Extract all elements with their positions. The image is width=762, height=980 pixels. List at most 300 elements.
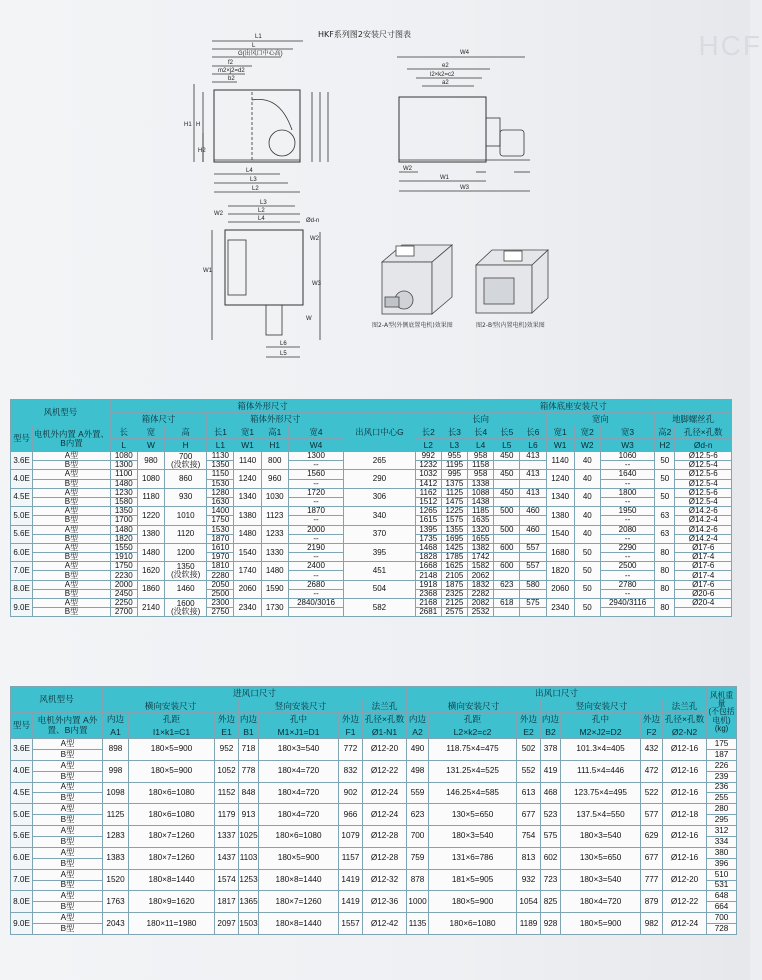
cell-H1: 1030: [261, 488, 288, 506]
cell-L2: 1615: [415, 516, 441, 525]
t1-s-H: H: [165, 439, 207, 452]
motor-type: A型: [33, 452, 111, 461]
cell-F2: 629: [641, 826, 663, 848]
cell-L2: 1468: [415, 543, 441, 552]
cell-H1: 1123: [261, 507, 288, 525]
cell-D1: 180×6=1080: [259, 826, 339, 848]
t1-h-holes: 孔径×孔数: [675, 426, 732, 439]
cell-B2: 575: [541, 826, 561, 848]
t2-h-inner3: 内边: [407, 713, 429, 726]
t2-h-pitch1: 孔距: [129, 713, 215, 726]
motor-type: B型: [33, 902, 103, 913]
t1-h-len6: 长6: [520, 426, 546, 439]
table-row: [11, 760, 737, 771]
cell-L3: 1195: [441, 461, 467, 470]
cell-L6: 580: [520, 580, 546, 589]
cell-D2: 180×3=540: [561, 869, 641, 891]
t2-h-vert-in: 竖向安装尺寸: [239, 700, 363, 713]
cell-B2: 419: [541, 760, 561, 782]
cell-H1: 1730: [261, 599, 288, 617]
cell-L3: 2325: [441, 589, 467, 598]
cell-H2: 80: [655, 599, 675, 617]
cell-G: 582: [344, 599, 415, 617]
cell-B2: 928: [541, 913, 561, 935]
cell-L1: 1810: [207, 562, 234, 571]
cell-H1: 1480: [261, 562, 288, 580]
cell-F2: 432: [641, 739, 663, 761]
t2-h-holes2: 孔中: [561, 713, 641, 726]
label-W1b: W1: [203, 268, 212, 274]
cell-H2: 63: [655, 525, 675, 543]
cell-B2: 825: [541, 891, 561, 913]
cell-L4: 958: [468, 452, 494, 461]
t2-s-F1: F1: [339, 726, 363, 739]
cell-weight-b: 728: [707, 924, 737, 935]
label-H2: H2: [198, 148, 206, 154]
t2-h-horiz-in: 横向安装尺寸: [103, 700, 239, 713]
model-number: 9.0E: [11, 599, 33, 617]
t1-header-outlet: 出风口中心G: [344, 413, 415, 452]
cell-W2: 40: [574, 452, 600, 470]
cell-L5: [494, 479, 520, 488]
cell-W3: 2500: [600, 562, 654, 571]
cell-A2: 700: [407, 826, 429, 848]
cell-W: 1380: [137, 525, 164, 543]
cell-N1: Ø12-28: [363, 847, 407, 869]
cell-C1: 180×5=900: [129, 760, 215, 782]
cell-W4: 1300: [288, 452, 343, 461]
cell-L5: [494, 608, 520, 617]
cell-W2: 40: [574, 488, 600, 506]
t1-h-wid: 宽: [137, 426, 164, 439]
label-a2: a2: [442, 80, 449, 86]
t1-h-wid1: 宽1: [234, 426, 261, 439]
cell-C1: 180×9=1620: [129, 891, 215, 913]
label-L2: L2: [252, 186, 259, 192]
cell-weight-a: 226: [707, 760, 737, 771]
cell-L5: 500: [494, 525, 520, 534]
cell-W3: 2080: [600, 525, 654, 534]
t1-body: [11, 452, 732, 617]
cell-F2: 777: [641, 869, 663, 891]
cell-L1: 2750: [207, 608, 234, 617]
cell-B2: 378: [541, 739, 561, 761]
cell-L: 2700: [110, 608, 137, 617]
cell-C1: 180×6=1080: [129, 804, 215, 826]
cell-N2: Ø12-24: [663, 913, 707, 935]
inlet-outlet-table: [10, 686, 737, 935]
motor-type: A型: [33, 470, 111, 479]
label-W1: W1: [440, 175, 449, 181]
label-W2b: W2: [214, 211, 223, 217]
cell-E2: 552: [517, 760, 541, 782]
t2-s-F2: F2: [641, 726, 663, 739]
t2-header-model: 风机型号: [11, 687, 103, 713]
label-l2: l2×k2=c2: [430, 72, 455, 78]
motor-type: B型: [33, 608, 111, 617]
cell-G: 504: [344, 580, 415, 598]
t1-header-box: 箱体外形尺寸: [110, 400, 415, 413]
cell-H1: 1233: [261, 525, 288, 543]
motor-type: A型: [33, 760, 103, 771]
cell-L3: 1575: [441, 516, 467, 525]
cell-A1: 1520: [103, 869, 129, 891]
cell-C1: 180×7=1260: [129, 847, 215, 869]
cell-B1: 848: [239, 782, 259, 804]
t2-body: [11, 739, 737, 935]
cell-W3: --: [600, 589, 654, 598]
cell-E1: 1179: [215, 804, 239, 826]
cell-F1: 1157: [339, 847, 363, 869]
cell-L3: 1355: [441, 525, 467, 534]
t2-s-A1: A1: [103, 726, 129, 739]
t1-s-L1: L1: [207, 439, 234, 452]
model-number: 4.0E: [11, 760, 33, 782]
cell-W1b: 1140: [546, 452, 574, 470]
cell-c2: 146.25×4=585: [429, 782, 517, 804]
motor-type: B型: [33, 749, 103, 760]
cell-L6: 413: [520, 470, 546, 479]
cell-L6: [520, 571, 546, 580]
cell-L2: 1918: [415, 580, 441, 589]
cell-L3: 1425: [441, 543, 467, 552]
motor-type: A型: [33, 525, 111, 534]
model-number: 3.6E: [11, 452, 33, 470]
model-number: 8.0E: [11, 580, 33, 598]
cell-L2: 1032: [415, 470, 441, 479]
cell-dn: Ø14.2-6: [675, 525, 732, 534]
t1-header-base: 箱体底座安装尺寸: [415, 400, 731, 413]
cell-B1: 1025: [239, 826, 259, 848]
cell-C1: 180×8=1440: [129, 869, 215, 891]
cell-W4: 1720: [288, 488, 343, 497]
motor-type: B型: [33, 461, 111, 470]
t1-h-wid1b: 宽1: [546, 426, 574, 439]
cell-L4: 1320: [468, 525, 494, 534]
cell-E1: 952: [215, 739, 239, 761]
cell-L1: 2500: [207, 589, 234, 598]
cell-N1: Ø12-28: [363, 826, 407, 848]
model-number: 5.0E: [11, 507, 33, 525]
t2-h-outer2: 外边: [339, 713, 363, 726]
cell-L3: 1625: [441, 562, 467, 571]
cell-dn: Ø12.5-6: [675, 488, 732, 497]
cell-B1: 1503: [239, 913, 259, 935]
cell-L4: 2082: [468, 599, 494, 608]
label-W3b: W3: [312, 281, 321, 287]
motor-type: A型: [33, 869, 103, 880]
model-number: 4.5E: [11, 782, 33, 804]
cell-W: 1480: [137, 543, 164, 561]
cell-L6: 460: [520, 525, 546, 534]
cell-N2: Ø12-20: [663, 869, 707, 891]
cell-E2: 502: [517, 739, 541, 761]
cell-W2: 50: [574, 543, 600, 561]
cell-L4: 1158: [468, 461, 494, 470]
cell-W2: 40: [574, 470, 600, 488]
cell-H: 1600 (没软接): [165, 599, 207, 617]
cell-L5: [494, 534, 520, 543]
t1-header-motor: 电机外内置 A外置、B内置: [33, 426, 111, 452]
cell-L2: 1512: [415, 497, 441, 506]
cell-c2: 181×5=905: [429, 869, 517, 891]
cell-E1: 1337: [215, 826, 239, 848]
t1-h-len1: 长1: [207, 426, 234, 439]
cell-dn: Ø17-4: [675, 571, 732, 580]
cell-W1b: 2340: [546, 599, 574, 617]
cell-L4: 1742: [468, 553, 494, 562]
cell-weight-a: 175: [707, 739, 737, 750]
cell-weight-a: 700: [707, 913, 737, 924]
cell-dn: Ø12.5-4: [675, 461, 732, 470]
caption-b: 图2-B型(内置电机)效果图: [476, 322, 545, 329]
cell-L4: 1655: [468, 534, 494, 543]
t2-header-outlet: 出风口尺寸: [407, 687, 707, 700]
cell-W1b: 1340: [546, 488, 574, 506]
motor-type: A型: [33, 847, 103, 858]
cell-W4: 2680: [288, 580, 343, 589]
cell-W1b: 1240: [546, 470, 574, 488]
cell-dn: Ø12.5-6: [675, 452, 732, 461]
t2-h-flange-in: 法兰孔: [363, 700, 407, 713]
cell-F1: 1557: [339, 913, 363, 935]
cell-W1: 2060: [234, 580, 261, 598]
table-row: [11, 913, 737, 924]
cell-A1: 898: [103, 739, 129, 761]
cell-A2: 759: [407, 847, 429, 869]
cell-W4: --: [288, 571, 343, 580]
cell-L: 1230: [110, 488, 137, 497]
cell-N1: Ø12-32: [363, 869, 407, 891]
cell-weight-a: 280: [707, 804, 737, 815]
cell-L: 1910: [110, 553, 137, 562]
t2-s-N2: Ø2-N2: [663, 726, 707, 739]
cell-N2: Ø12-16: [663, 826, 707, 848]
model-number: 9.0E: [11, 913, 33, 935]
motor-type: B型: [33, 837, 103, 848]
model-number: 6.0E: [11, 847, 33, 869]
cell-N2: Ø12-16: [663, 782, 707, 804]
table-row: [11, 739, 737, 750]
t2-s-M1: M1×J1=D1: [259, 726, 339, 739]
cell-H1: 800: [261, 452, 288, 470]
cell-L2: 1395: [415, 525, 441, 534]
cell-C1: 180×6=1080: [129, 782, 215, 804]
cell-A2: 490: [407, 739, 429, 761]
cell-D2: 180×3=540: [561, 826, 641, 848]
motor-type: A型: [33, 913, 103, 924]
cell-W1b: 1820: [546, 562, 574, 580]
cell-H2: 63: [655, 507, 675, 525]
cell-N1: Ø12-36: [363, 891, 407, 913]
cell-D1: 180×4=720: [259, 760, 339, 782]
cell-W3: --: [600, 534, 654, 543]
cell-L2: 1265: [415, 507, 441, 516]
label-L2b: L2: [258, 208, 265, 214]
cell-A1: 1763: [103, 891, 129, 913]
cell-W4: 2840/3016: [288, 599, 343, 608]
t1-header-no: 型号: [11, 426, 33, 452]
cell-W4: --: [288, 461, 343, 470]
cell-W4: 2190: [288, 543, 343, 552]
cell-L5: [494, 516, 520, 525]
cell-L: 1480: [110, 525, 137, 534]
cell-N1: Ø12-20: [363, 739, 407, 761]
cell-W1: 1340: [234, 488, 261, 506]
t1-h-len4: 长4: [468, 426, 494, 439]
cell-weight-b: 295: [707, 815, 737, 826]
cell-D2: 101.3×4=405: [561, 739, 641, 761]
cell-L: 2250: [110, 599, 137, 608]
t2-h-vert-out: 竖向安装尺寸: [541, 700, 663, 713]
cell-W3: --: [600, 479, 654, 488]
cell-L2: 992: [415, 452, 441, 461]
cell-W3: --: [600, 553, 654, 562]
cell-L1: 1970: [207, 553, 234, 562]
cell-L1: 1280: [207, 488, 234, 497]
cell-H1: 1590: [261, 580, 288, 598]
cell-L6: [520, 608, 546, 617]
label-b2: b2: [228, 76, 235, 82]
cell-L5: 500: [494, 507, 520, 516]
t1-s-W1b: W1: [546, 439, 574, 452]
cell-H: 1200: [165, 543, 207, 561]
t1-s-W3: W3: [600, 439, 654, 452]
table-row: [11, 847, 737, 858]
cell-W: 2140: [137, 599, 164, 617]
cell-B2: 523: [541, 804, 561, 826]
cell-H: 930: [165, 488, 207, 506]
cell-weight-a: 380: [707, 847, 737, 858]
cell-L1: 1350: [207, 461, 234, 470]
cell-W: 1220: [137, 507, 164, 525]
cell-L: 1580: [110, 497, 137, 506]
cell-W3: 1800: [600, 488, 654, 497]
cell-L1: 1750: [207, 516, 234, 525]
cell-L: 2000: [110, 580, 137, 589]
cell-dn: Ø20-6: [675, 589, 732, 598]
cell-A1: 2043: [103, 913, 129, 935]
cell-dn: Ø17-6: [675, 562, 732, 571]
t2-h-holes1: 孔中: [259, 713, 339, 726]
cell-W4: --: [288, 497, 343, 506]
cell-L1: 1400: [207, 507, 234, 516]
table-row: [11, 891, 737, 902]
caption-a: 图2-A型(外侧底置电机)效果图: [372, 322, 453, 329]
t2-h-fholes1: 孔径×孔数: [363, 713, 407, 726]
motor-type: B型: [33, 571, 111, 580]
cell-c2: 180×3=540: [429, 826, 517, 848]
t2-s-M2: M2×J2=D2: [561, 726, 641, 739]
cell-D1: 180×4=720: [259, 804, 339, 826]
cell-W1b: 1680: [546, 543, 574, 561]
cell-L5: 450: [494, 470, 520, 479]
motor-type: A型: [33, 507, 111, 516]
t2-h-fholes2: 孔径×孔数: [663, 713, 707, 726]
cell-H: 1460: [165, 580, 207, 598]
label-L4b: L4: [258, 216, 265, 222]
t1-s-L5: L5: [494, 439, 520, 452]
cell-W1: 1240: [234, 470, 261, 488]
cell-W4: --: [288, 534, 343, 543]
label-W2c: W2: [310, 236, 319, 242]
cell-L3: 1125: [441, 488, 467, 497]
cell-c2: 180×5=900: [429, 891, 517, 913]
cell-G: 290: [344, 470, 415, 488]
cell-W3: 2290: [600, 543, 654, 552]
cell-L1: 1530: [207, 479, 234, 488]
cell-L6: 557: [520, 562, 546, 571]
cell-L3: 1875: [441, 580, 467, 589]
t1-s-L2: L2: [415, 439, 441, 452]
cell-W1: 1480: [234, 525, 261, 543]
cell-B1: 1103: [239, 847, 259, 869]
cell-A2: 498: [407, 760, 429, 782]
t1-h-hgt: 高: [165, 426, 207, 439]
cell-H2: 80: [655, 580, 675, 598]
t2-h-inner2: 内边: [239, 713, 258, 724]
cell-L: 1100: [110, 470, 137, 479]
cell-E2: 613: [517, 782, 541, 804]
motor-type: B型: [33, 771, 103, 782]
cell-L: 1480: [110, 479, 137, 488]
t1-h-len: 长: [110, 426, 137, 439]
cell-E1: 1817: [215, 891, 239, 913]
cell-N1: Ø12-22: [363, 760, 407, 782]
cell-H: 1010: [165, 507, 207, 525]
cell-L: 1550: [110, 543, 137, 552]
cell-W1: 2340: [234, 599, 261, 617]
cell-D2: 111.5×4=446: [561, 760, 641, 782]
cell-W2: 40: [574, 525, 600, 543]
cell-L3: 2575: [441, 608, 467, 617]
cell-L4: 1185: [468, 507, 494, 516]
cell-F1: 772: [339, 739, 363, 761]
cell-B1: 913: [239, 804, 259, 826]
cell-L: 1080: [110, 452, 137, 461]
t2-h-flange-out: 法兰孔: [663, 700, 707, 713]
cell-E1: 1437: [215, 847, 239, 869]
cell-H2: 50: [655, 452, 675, 470]
model-number: 3.6E: [11, 739, 33, 761]
cell-L6: 557: [520, 543, 546, 552]
cell-L: 2450: [110, 589, 137, 598]
cell-N2: Ø12-16: [663, 847, 707, 869]
cell-W4: 2400: [288, 562, 343, 571]
diagram-title: HKF系列图2安装尺寸图表: [318, 30, 411, 39]
table-row: [11, 782, 737, 793]
cell-W2: 50: [574, 599, 600, 617]
cell-W1: 1380: [234, 507, 261, 525]
t2-s-A2: A2: [407, 726, 429, 739]
cell-W1b: 1380: [546, 507, 574, 525]
cell-L3: 955: [441, 452, 467, 461]
cell-W3: 1950: [600, 507, 654, 516]
cell-L1: 1130: [207, 452, 234, 461]
cell-E2: 754: [517, 826, 541, 848]
cell-E2: 813: [517, 847, 541, 869]
cell-L6: [520, 516, 546, 525]
motor-type: A型: [33, 826, 103, 837]
cell-dn: [675, 608, 732, 617]
label-L4: L4: [246, 168, 253, 174]
cell-W: 1180: [137, 488, 164, 506]
cell-L1: 1530: [207, 525, 234, 534]
cell-N2: Ø12-18: [663, 804, 707, 826]
cell-dn: Ø20-4: [675, 599, 732, 608]
t1-header-lengthwise: 长向: [415, 413, 546, 426]
cell-H1: 960: [261, 470, 288, 488]
